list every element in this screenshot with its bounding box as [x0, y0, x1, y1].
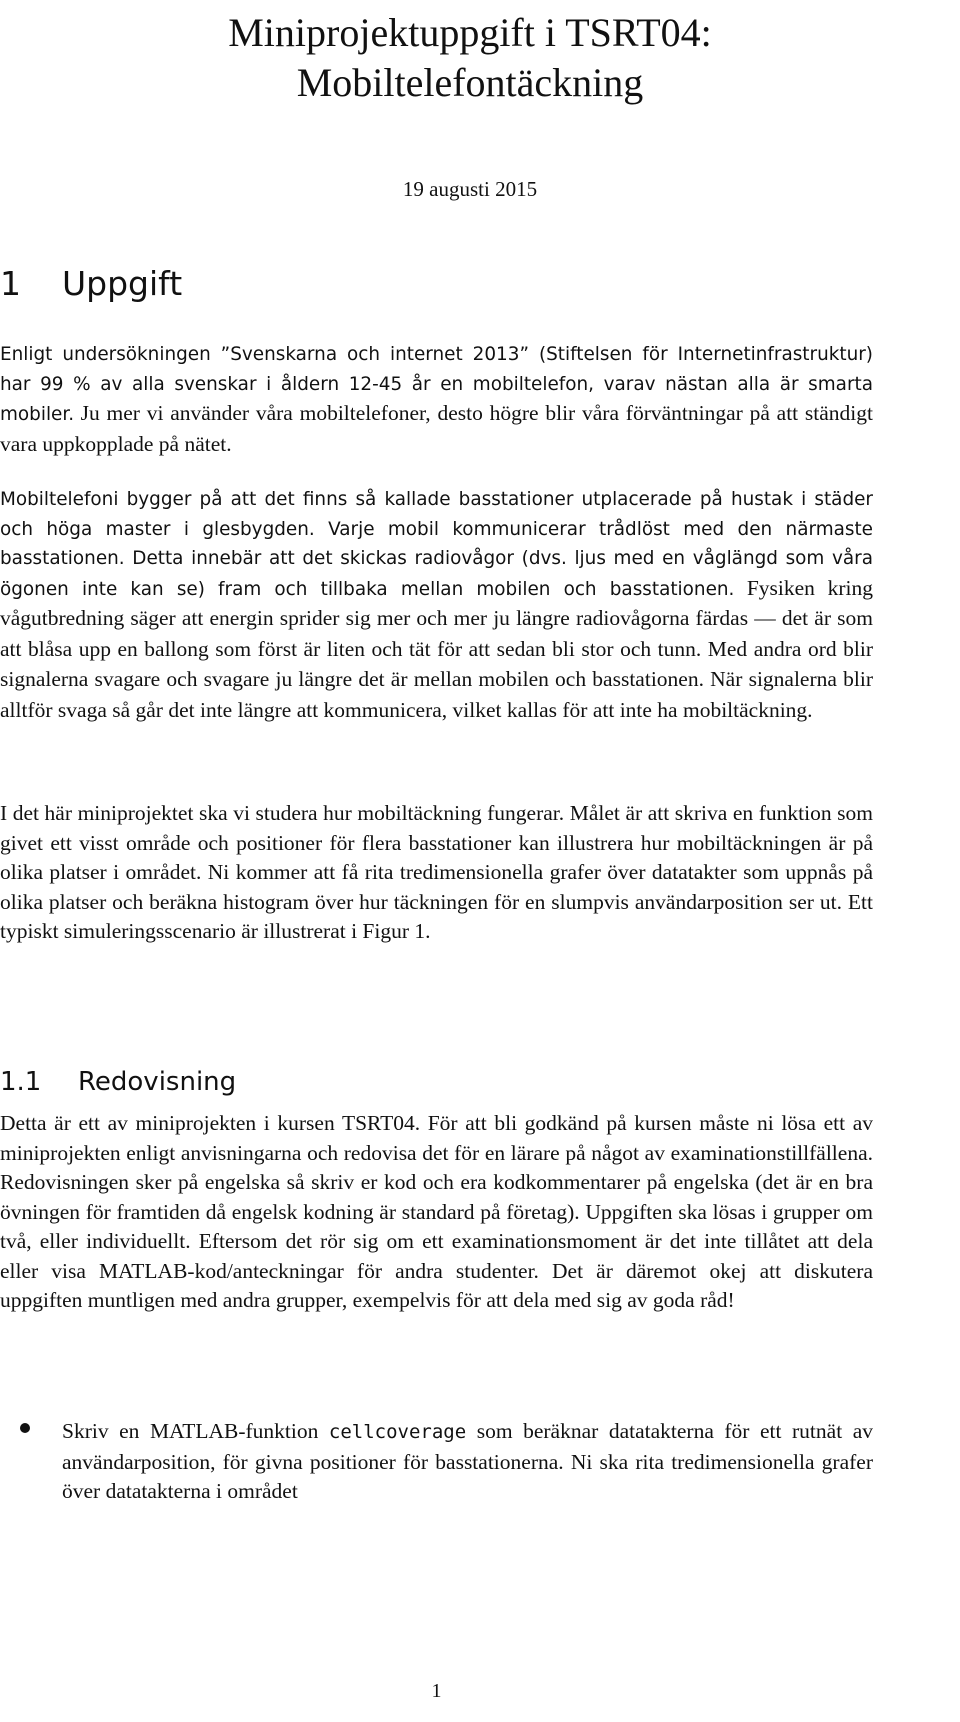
paragraph-basstationer-part-1: Mobiltelefoni bygger på att det finns så kallade basstationer utplacerade på hustak i städer och höga master i glesbygden. Varje mobil kommunicerar trådlöst med den närmaste basstationen. Detta innebär att det skickas radiovågor (dvs. ljus med en våglängd som våra ögonen inte kan se) fram och tillbaka mellan mobilen och basstationen. [0, 489, 873, 600]
paragraph-intro [0, 340, 873, 460]
bullet-text [62, 1417, 873, 1507]
paragraph-intro-sentence-2: Ju mer vi använder våra mobiltelefoner, desto högre blir våra förväntningar på att ständigt vara uppkopplade på nätet. [0, 401, 873, 456]
code-function-name: cellcoverage [328, 1421, 467, 1443]
subsection-title: Redovisning [78, 1067, 237, 1097]
paragraph-intro-sentence-1: Enligt undersökningen ”Svenskarna och internet 2013” (Stiftelsen för Internetinfrastruktur) har 99 % av alla svenskar i åldern 12-45 år en mobiltelefon, varav nästan alla är smarta mobiler. [0, 344, 873, 425]
title-line-2: Mobiltelefontäckning [296, 60, 644, 105]
section-title: Uppgift [62, 264, 183, 303]
paragraph-basstationer [0, 485, 873, 726]
bullet-text-post: som beräknar datatakterna för ett rutnät av användarposition, för givna positioner för basstationerna. Ni ska rita tredimensionella grafer över datatakterna i området [62, 1419, 873, 1503]
bullet-dot-icon [20, 1423, 30, 1433]
section-number: 1 [0, 264, 21, 303]
document-title [0, 8, 940, 108]
paragraph-redovisning: Detta är ett av miniprojekten i kursen TSRT04. För att bli godkänd på kursen måste ni lösa ett av miniprojekten enligt anvisningarna och redovisa det för en lärare på något av examinationstillfällena. Redovisningen sker på engelska så skriv er kod och era kodkommentarer på engelska (det är en bra övningen för framtiden då engelsk kodning är standard på företag). Uppgiften ska lösas i grupper om två, eller individuellt. Eftersom det rör sig om ett examinationsmoment är det inte tillåtet att dela eller visa MATLAB-kod/anteckningar för andra studenter. Det är däremot okej att diskutera uppgiften muntligen med andra grupper, exempelvis för att dela med sig av goda råd! [0, 1111, 873, 1312]
document-date: 19 augusti 2015 [402, 177, 538, 201]
page-number: 1 [431, 1680, 442, 1702]
title-line-1: Miniprojektuppgift i TSRT04: [228, 10, 712, 55]
bullet-text-pre: Skriv en MATLAB-funktion [62, 1419, 329, 1443]
section-heading-uppgift [0, 263, 182, 305]
paragraph-basstationer-part-2: Fysiken kring vågutbredning säger att energin sprider sig mer och mer ju längre radiovågorna färdas — det är som att blåsa upp en ballong som först är liten och tät för att sedan bli stor och tunn. Med andra ord blir signalerna svagare och svagare ju längre det är mellan mobilen och basstationen. När signalerna blir alltför svaga så går det inte längre att kommunicera, vilket kallas för att inte ha mobiltäckning. [0, 575, 874, 722]
paragraph-miniprojekt: I det här miniprojektet ska vi studera hur mobiltäckning fungerar. Målet är att skriva en funktion som givet ett visst område och positioner för flera basstationer kan illustrera hur mobiltäckningen är på olika platser i området. Ni kommer att få rita tredimensionella grafer över datatakter som uppnås på olika platser och beräkna histogram över hur täckningen för en slumpvis användarposition ser ut. Ett typiskt simuleringsscenario är illustrerat i Figur 1. [0, 801, 873, 943]
section-heading-redovisning [0, 1065, 236, 1099]
subsection-number: 1.1 [0, 1067, 42, 1097]
